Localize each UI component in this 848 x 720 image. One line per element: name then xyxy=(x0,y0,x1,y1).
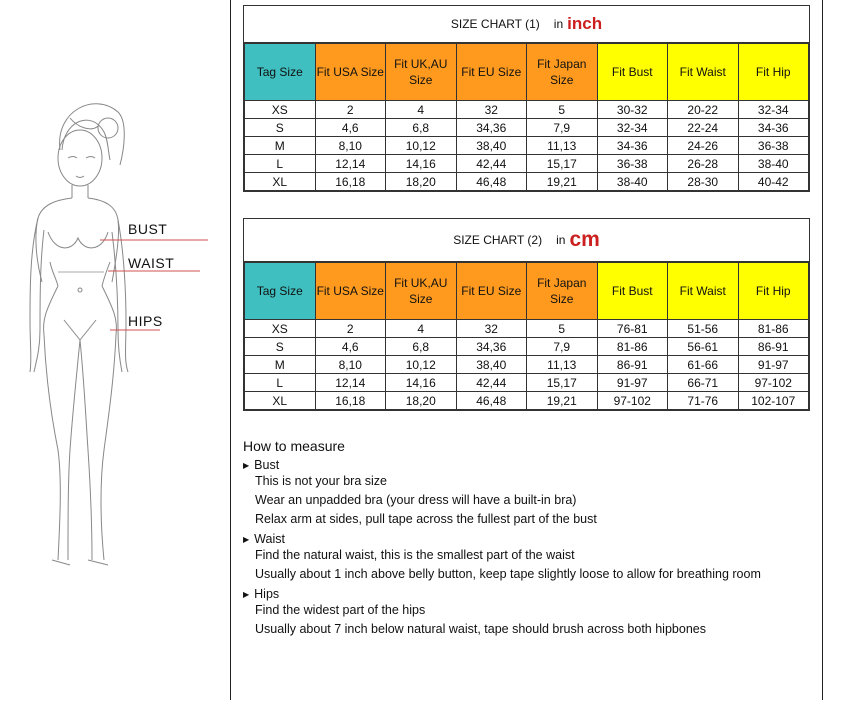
table-cell: 61-66 xyxy=(668,356,739,374)
table-cell: 4 xyxy=(386,101,457,119)
body-sketch-icon xyxy=(0,0,230,715)
tag-size-cell: XL xyxy=(245,392,316,410)
col-header: Tag Size xyxy=(245,44,316,101)
table-cell: 81-86 xyxy=(738,320,809,338)
col-header: Fit EU Size xyxy=(456,263,527,320)
table-row xyxy=(245,320,809,338)
col-header: Fit UK,AU Size xyxy=(386,44,457,101)
howto-heading: How to measure xyxy=(243,438,345,454)
table-cell: 38-40 xyxy=(597,173,668,191)
chart-unit xyxy=(554,14,602,34)
bullet-triangle-icon: ▶ xyxy=(243,534,250,544)
table-cell: 30-32 xyxy=(597,101,668,119)
col-header: Fit EU Size xyxy=(456,44,527,101)
table-row xyxy=(245,173,809,191)
table-cell: 91-97 xyxy=(738,356,809,374)
table-cell: 81-86 xyxy=(597,338,668,356)
table-cell: 102-107 xyxy=(738,392,809,410)
table-cell: 91-97 xyxy=(597,374,668,392)
table-cell: 71-76 xyxy=(668,392,739,410)
table-cell: 18,20 xyxy=(386,392,457,410)
table-cell: 32 xyxy=(456,320,527,338)
tag-size-cell: L xyxy=(245,374,316,392)
col-header: Fit USA Size xyxy=(315,263,386,320)
table-cell: 11,13 xyxy=(527,356,598,374)
tag-size-cell: M xyxy=(245,137,316,155)
col-header: Tag Size xyxy=(245,263,316,320)
tag-size-cell: L xyxy=(245,155,316,173)
table-cell: 86-91 xyxy=(597,356,668,374)
table-cell: 14,16 xyxy=(386,374,457,392)
table-row xyxy=(245,356,809,374)
table-cell: 15,17 xyxy=(527,155,598,173)
bust-label: BUST xyxy=(128,221,168,237)
how-to-measure xyxy=(243,438,761,639)
chart-title-row xyxy=(244,219,809,262)
table-cell: 56-61 xyxy=(668,338,739,356)
table-row xyxy=(245,101,809,119)
tag-size-cell: XS xyxy=(245,320,316,338)
table-body xyxy=(245,101,809,191)
table-cell: 7,9 xyxy=(527,119,598,137)
chart-title: SIZE CHART (1) xyxy=(450,17,540,31)
tag-size-cell: XL xyxy=(245,173,316,191)
howto-line: Usually about 1 inch above belly button, keep tape slightly loose to allow for breathing room xyxy=(255,567,761,581)
table-cell: 66-71 xyxy=(668,374,739,392)
table-cell: 28-30 xyxy=(668,173,739,191)
table-row xyxy=(245,155,809,173)
howto-section-title xyxy=(243,587,761,601)
table-cell: 34-36 xyxy=(738,119,809,137)
table-cell: 34-36 xyxy=(597,137,668,155)
howto-line: Wear an unpadded bra (your dress will have a built-in bra) xyxy=(255,493,577,507)
unit-prefix: in xyxy=(553,17,564,31)
table-cell: 10,12 xyxy=(386,137,457,155)
header-row xyxy=(245,263,809,320)
table-cell: 10,12 xyxy=(386,356,457,374)
table-cell: 32-34 xyxy=(597,119,668,137)
table-row xyxy=(245,338,809,356)
table-cell: 8,10 xyxy=(315,356,386,374)
unit-label: inch xyxy=(567,14,603,33)
size-table xyxy=(244,43,809,191)
unit-label: cm xyxy=(569,228,600,251)
table-row xyxy=(245,392,809,410)
table-cell: 4,6 xyxy=(315,119,386,137)
table-cell: 26-28 xyxy=(668,155,739,173)
howto-line: Relax arm at sides, pull tape across the fullest part of the bust xyxy=(255,512,597,526)
tag-size-cell: S xyxy=(245,338,316,356)
unit-prefix: in xyxy=(556,233,566,247)
size-chart-inch xyxy=(243,5,810,192)
table-cell: 24-26 xyxy=(668,137,739,155)
table-cell: 46,48 xyxy=(456,392,527,410)
table-cell: 6,8 xyxy=(386,119,457,137)
right-border xyxy=(822,0,823,700)
table-cell: 76-81 xyxy=(597,320,668,338)
tag-size-cell: XS xyxy=(245,101,316,119)
table-cell: 42,44 xyxy=(456,374,527,392)
chart-title: SIZE CHART (2) xyxy=(453,233,543,247)
table-cell: 51-56 xyxy=(668,320,739,338)
waist-label: WAIST xyxy=(128,255,175,271)
table-cell: 42,44 xyxy=(456,155,527,173)
table-cell: 86-91 xyxy=(738,338,809,356)
table-cell: 34,36 xyxy=(456,338,527,356)
table-cell: 4 xyxy=(386,320,457,338)
table-cell: 22-24 xyxy=(668,119,739,137)
table-cell: 4,6 xyxy=(315,338,386,356)
col-header: Fit USA Size xyxy=(315,44,386,101)
col-header: Fit Waist xyxy=(668,44,739,101)
table-cell: 12,14 xyxy=(315,374,386,392)
vertical-divider xyxy=(230,0,231,700)
table-cell: 16,18 xyxy=(315,392,386,410)
table-cell: 34,36 xyxy=(456,119,527,137)
howto-line: This is not your bra size xyxy=(255,474,387,488)
col-header: Fit Hip xyxy=(738,263,809,320)
table-cell: 38,40 xyxy=(456,137,527,155)
table-row xyxy=(245,137,809,155)
col-header: Fit Hip xyxy=(738,44,809,101)
table-cell: 8,10 xyxy=(315,137,386,155)
howto-line: Find the natural waist, this is the smallest part of the waist xyxy=(255,548,575,562)
table-cell: 32-34 xyxy=(738,101,809,119)
section-title: Waist xyxy=(254,532,285,546)
table-cell: 40-42 xyxy=(738,173,809,191)
howto-section-title xyxy=(243,458,761,472)
table-row xyxy=(245,119,809,137)
table-cell: 7,9 xyxy=(527,338,598,356)
bullet-triangle-icon: ▶ xyxy=(243,589,250,599)
chart-unit xyxy=(556,228,600,252)
table-cell: 2 xyxy=(315,101,386,119)
table-cell: 19,21 xyxy=(527,173,598,191)
table-cell: 12,14 xyxy=(315,155,386,173)
figure-illustration xyxy=(0,0,230,715)
table-cell: 38,40 xyxy=(456,356,527,374)
table-cell: 20-22 xyxy=(668,101,739,119)
table-cell: 32 xyxy=(456,101,527,119)
tag-size-cell: M xyxy=(245,356,316,374)
howto-line: Usually about 7 inch below natural waist, tape should brush across both hipbones xyxy=(255,622,706,636)
howto-section-title xyxy=(243,532,761,546)
section-title: Hips xyxy=(254,587,280,601)
howto-sections xyxy=(243,458,761,639)
size-chart-cm xyxy=(243,218,810,411)
hips-label: HIPS xyxy=(128,313,163,329)
section-title: Bust xyxy=(254,458,280,472)
bullet-triangle-icon: ▶ xyxy=(243,460,250,470)
col-header: Fit Bust xyxy=(597,44,668,101)
table-cell: 36-38 xyxy=(738,137,809,155)
table-cell: 14,16 xyxy=(386,155,457,173)
col-header: Fit Japan Size xyxy=(527,263,598,320)
chart-title-row xyxy=(244,6,809,43)
col-header: Fit UK,AU Size xyxy=(386,263,457,320)
table-cell: 46,48 xyxy=(456,173,527,191)
tag-size-cell: S xyxy=(245,119,316,137)
table-cell: 5 xyxy=(527,320,598,338)
col-header: Fit Bust xyxy=(597,263,668,320)
table-cell: 16,18 xyxy=(315,173,386,191)
table-body xyxy=(245,320,809,410)
table-cell: 11,13 xyxy=(527,137,598,155)
col-header: Fit Japan Size xyxy=(527,44,598,101)
table-cell: 36-38 xyxy=(597,155,668,173)
size-table xyxy=(244,262,809,410)
table-cell: 19,21 xyxy=(527,392,598,410)
table-cell: 5 xyxy=(527,101,598,119)
col-header: Fit Waist xyxy=(668,263,739,320)
table-row xyxy=(245,374,809,392)
table-cell: 15,17 xyxy=(527,374,598,392)
table-cell: 18,20 xyxy=(386,173,457,191)
table-cell: 6,8 xyxy=(386,338,457,356)
table-cell: 97-102 xyxy=(597,392,668,410)
table-cell: 2 xyxy=(315,320,386,338)
table-cell: 97-102 xyxy=(738,374,809,392)
howto-line: Find the widest part of the hips xyxy=(255,603,426,617)
table-cell: 38-40 xyxy=(738,155,809,173)
header-row xyxy=(245,44,809,101)
